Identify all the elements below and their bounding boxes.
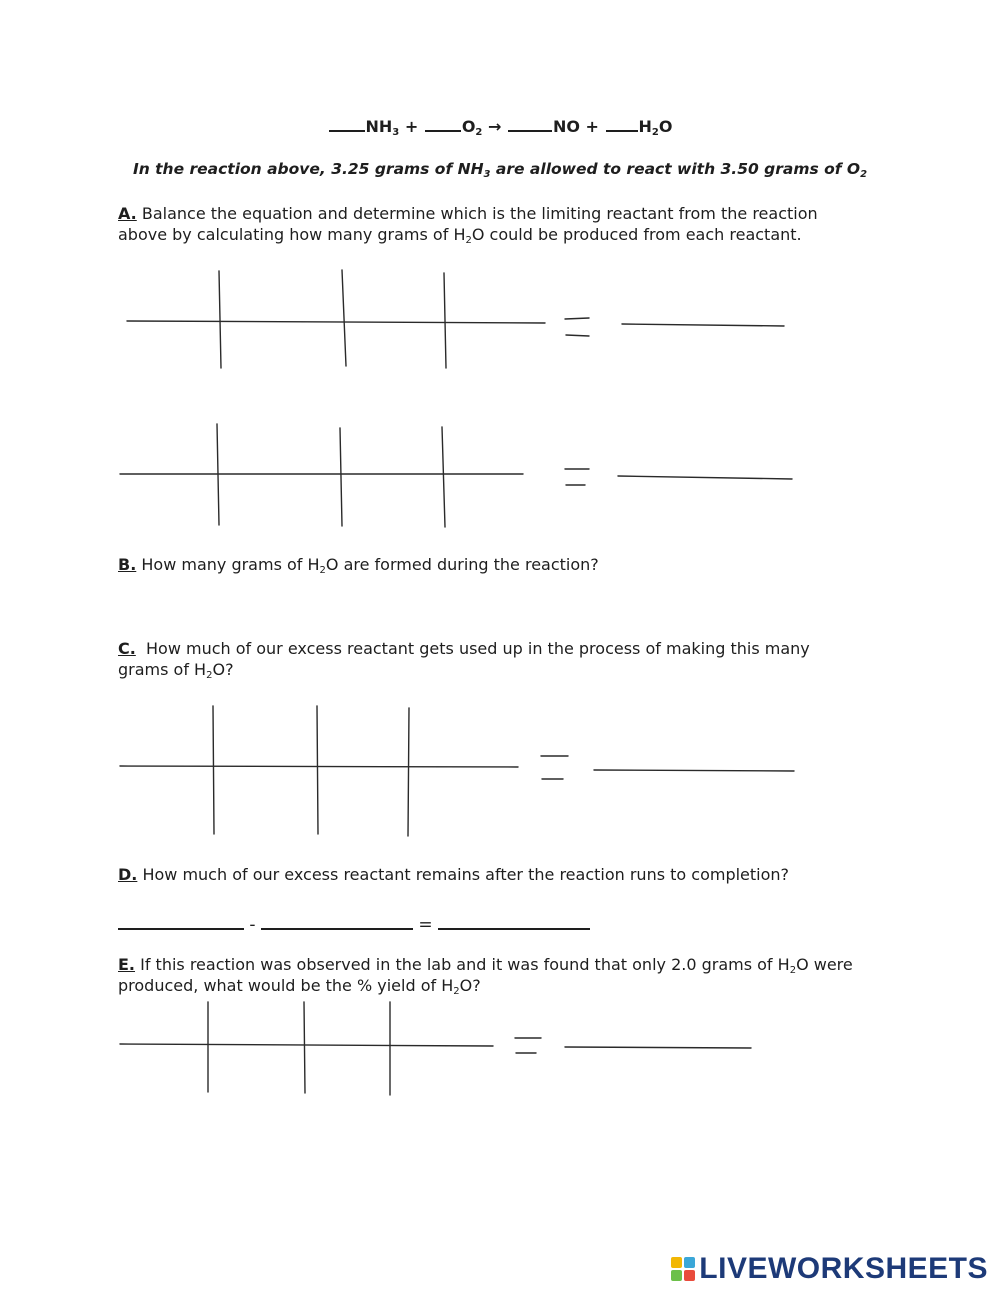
answer-line-a1 [622, 324, 784, 326]
question-a-label: A. [118, 204, 137, 223]
answer-line-a2 [618, 476, 792, 479]
answer-line-e [565, 1047, 751, 1048]
question-e-line2: produced, what would be the % yield of $H_2O$? [118, 976, 481, 997]
reaction-prompt: In the reaction above, 3.25 grams of $NH_3$ are allowed to react with 3.50 grams of $O_2$ [132, 160, 868, 180]
reactant-nh3: NH [365, 117, 393, 136]
minus-sign: - [249, 915, 256, 935]
question-e-line1: E. If this reaction was observed in the lab and it was found that only 2.0 grams of $H_2O$ were [118, 955, 853, 976]
brand-name: LIVEWORKSHEETS [699, 1252, 988, 1285]
reactant-o2: O [461, 117, 476, 136]
product-no: NO [552, 117, 580, 136]
grid-a1[interactable] [127, 270, 784, 368]
question-a-line2: above by calculating how many grams of $H_2O$ could be produced from each reactant. [118, 225, 802, 246]
chemical-equation: $NH_3 + O_2$ → NO + $H_2O$ [0, 116, 1000, 137]
question-d: D. How much of our excess reactant remains after the reaction runs to completion? [118, 865, 790, 884]
question-c-line2: grams of $H_2O$? [118, 660, 234, 681]
grid-a2[interactable] [120, 424, 792, 527]
question-d-label: D. [118, 865, 138, 884]
question-c-label: C. [118, 639, 136, 658]
liveworksheets-logo-icon [671, 1257, 695, 1281]
question-c-line1: C. How much of our excess reactant gets used up in the process of making this many [118, 639, 810, 658]
product-h2o: H [638, 117, 652, 136]
question-a-line1: A. Balance the equation and determine which is the limiting reactant from the reaction [118, 204, 818, 223]
answer-line-c [594, 770, 794, 771]
liveworksheets-logo [671, 1251, 988, 1287]
question-b-label: B. [118, 555, 137, 574]
arrow-icon: → [487, 117, 502, 136]
equals-sign: = [418, 915, 433, 935]
grid-c[interactable] [120, 706, 794, 836]
question-b: B. How many grams of $H_2O$ are formed during the reaction? [118, 555, 599, 576]
grid-e[interactable] [120, 1002, 751, 1095]
question-e-label: E. [118, 955, 136, 974]
